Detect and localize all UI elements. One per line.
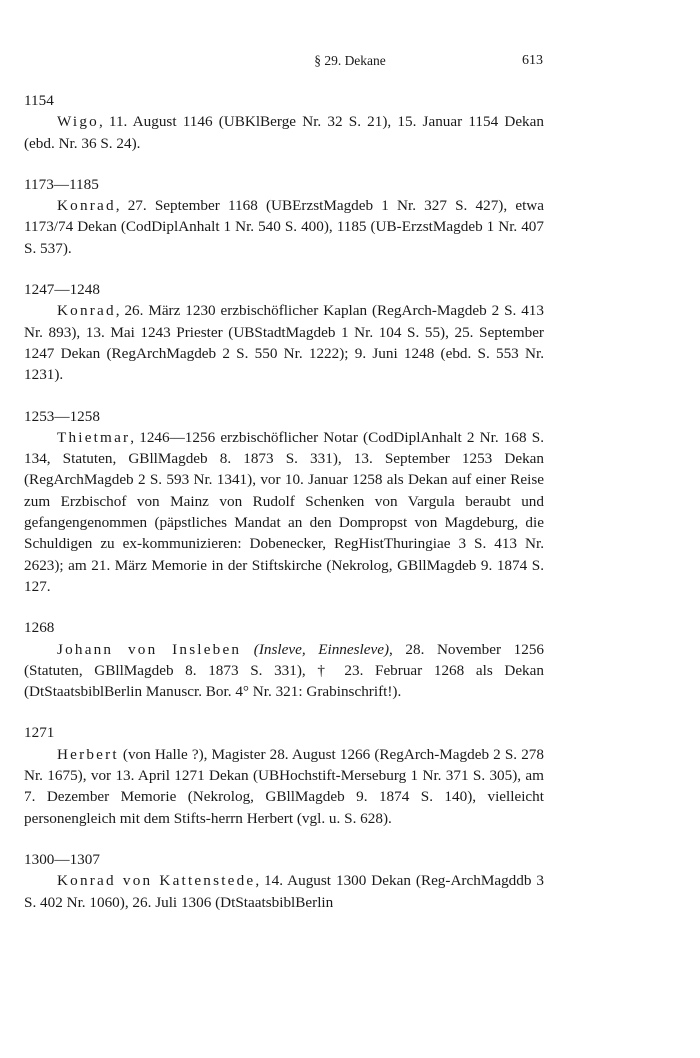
entry-description: , 14. August 1300 Dekan (Reg-ArchMagddb 3 S. 402 Nr. 1060), 26. Juli 1306 (DtStaatsbiblBerlin — [24, 872, 544, 911]
entry-description: , 28. November 1256 (Statuten, GBllMagdeb 8. 1873 S. 331), † 23. Februar 1268 als Dekan (DtStaatsbiblBerlin Manuscr. Bor. 4° Nr. 321: Grabinschrift!). — [24, 640, 545, 701]
entry-text — [24, 639, 544, 703]
entry-text — [24, 300, 544, 385]
dean-name: Wigo — [57, 113, 99, 131]
entry-years: 1253—1258 — [24, 407, 100, 425]
entry-years: 1173—1185 — [24, 175, 99, 193]
page-number: 613 — [522, 53, 543, 68]
dean-entry — [24, 722, 544, 828]
entry-years: 1268 — [24, 619, 55, 637]
entry-text — [24, 427, 544, 597]
entries-body — [24, 90, 544, 933]
dean-name: Johann von Insleben — [57, 640, 242, 658]
entry-years: 1154 — [24, 92, 54, 109]
entry-description: , 1246—1256 erzbischöflicher Notar (CodDiplAnhalt 2 Nr. 168 S. 134, Statuten, GBllMagdeb 8. 1873 S. 331), 13. September 1253 Dekan (RegArchMagdeb 2 S. 593 Nr. 1341), vor 10. Januar 1258 als Dekan auf einer Reise zum Erzbischof von Mainz von Rudolf Schenken von Vargula beraubt und gefangengenommen (päpstliches Mandat an den Dompropst von Magdeburg, die Schuldigen zu ex-kommunizieren: Dobenecker, RegHistThuringiae 3 S. 413 Nr. 2623); am 21. März Memorie in der Stiftskirche (Nekrolog, GBllMagdeb 9. 1874 S. 127. — [24, 428, 544, 595]
dean-entry — [24, 617, 544, 702]
entry-description: , 27. September 1168 (UBErzstMagdeb 1 Nr. 327 S. 427), etwa 1173/74 Dekan (CodDiplAnhalt 1 Nr. 540 S. 400), 1185 (UB-ErzstMagdeb 1 Nr. 407 S. 537). — [24, 197, 544, 257]
dean-name: Konrad von Kattenstede — [57, 872, 256, 890]
dean-entry — [24, 406, 544, 598]
entry-text — [24, 744, 544, 829]
entry-years: 1271 — [24, 724, 55, 742]
dean-entry — [24, 849, 544, 913]
dean-entry — [24, 90, 544, 154]
dean-name: Herbert — [57, 745, 119, 763]
entry-description: (von Halle ?), Magister 28. August 1266 (RegArch-Magdeb 2 S. 278 Nr. 1675), vor 13. April 1271 Dekan (UBHochstift-Merseburg 1 Nr. 371 S. 305), am 7. Dezember Memorie (Nekrolog, GBllMagdeb 9. 1874 S. 140), vielleicht personengleich mit dem Stifts-herrn Herbert (vgl. u. S. 628). — [24, 745, 544, 827]
name-variants: (Insleve, Einnesleve) — [253, 640, 390, 658]
entry-description: , 26. März 1230 erzbischöflicher Kaplan (RegArch-Magdeb 2 S. 413 Nr. 893), 13. Mai 1243 Priester (UBStadtMagdeb 1 Nr. 104 S. 55), 25. September 1247 Dekan (RegArchMagdeb 2 S. 550 Nr. 1222); 9. Juni 1248 (ebd. S. 553 Nr. 1231). — [24, 302, 544, 384]
entry-text — [24, 870, 544, 913]
dean-name: Konrad — [57, 302, 116, 320]
running-title: § 29. Dekane — [314, 53, 386, 68]
dean-entry — [24, 279, 544, 385]
entry-years: 1300—1307 — [24, 850, 100, 868]
entry-description: , 11. August 1146 (UBKlBerge Nr. 32 S. 21), 15. Januar 1154 Dekan (ebd. Nr. 36 S. 24). — [24, 113, 544, 152]
dean-name: Konrad — [57, 197, 116, 215]
entry-text — [24, 195, 544, 259]
dean-name: Thietmar — [57, 428, 131, 446]
dean-entry — [24, 174, 544, 259]
entry-years: 1247—1248 — [24, 281, 100, 299]
entry-text — [24, 111, 544, 154]
running-head — [0, 50, 700, 70]
